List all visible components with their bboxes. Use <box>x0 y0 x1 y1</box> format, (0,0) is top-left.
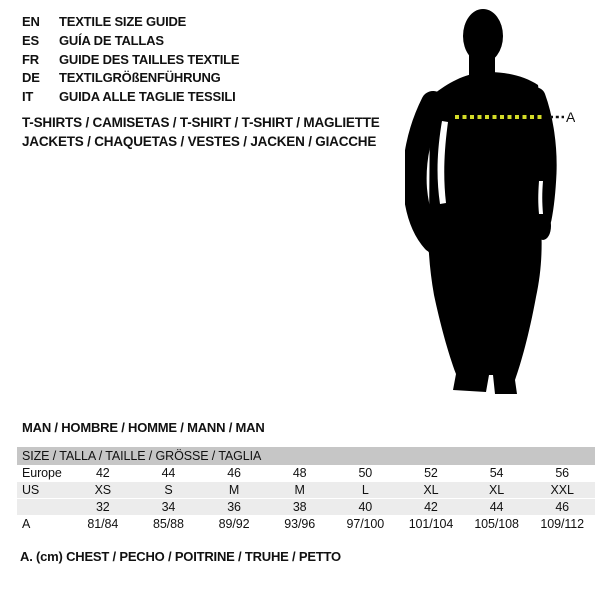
language-item <box>22 13 239 32</box>
size-table-row <box>17 465 595 482</box>
size-table-cell: 46 <box>555 500 570 514</box>
language-list <box>22 13 239 107</box>
silhouette-left-hand <box>425 230 451 256</box>
language-label: TEXTILE SIZE GUIDE <box>59 14 187 29</box>
language-label: GUIDA ALLE TAGLIE TESSILI <box>59 89 236 105</box>
size-table-cell: 93/96 <box>284 517 316 531</box>
size-table-body <box>17 465 595 533</box>
man-silhouette <box>415 9 551 394</box>
size-table-cell: 32 <box>95 500 110 514</box>
size-table-cell: M <box>294 483 305 497</box>
language-label: TEXTILGRÖßENFÜHRUNG <box>59 70 221 86</box>
size-table-cell: 81/84 <box>87 517 119 531</box>
language-item <box>22 88 239 107</box>
size-table-cell: 85/88 <box>153 517 184 531</box>
size-table <box>17 447 595 533</box>
size-table-row <box>17 499 595 516</box>
language-code: ES <box>22 32 39 48</box>
size-table-cell: XXL <box>550 483 574 497</box>
size-table-cell: 54 <box>489 466 504 480</box>
size-table-cell: 52 <box>424 466 438 480</box>
size-table-row-label: A <box>22 517 31 531</box>
language-code: EN <box>22 14 40 29</box>
size-table-header: SIZE / TALLA / TAILLE / GRÖSSE / TAGLIA <box>17 447 595 465</box>
language-label: GUÍA DE TALLAS <box>59 32 164 48</box>
size-table-cell: 44 <box>161 466 176 480</box>
silhouette-torso <box>429 72 543 233</box>
size-table-row <box>17 482 595 499</box>
size-table-row-label: US <box>22 483 40 497</box>
size-table-cell: 50 <box>358 466 373 480</box>
language-label: GUIDE DES TAILLES TEXTILE <box>59 51 240 67</box>
silhouette-right-hand <box>535 212 551 240</box>
section-title-man: MAN / HOMBRE / HOMME / MANN / MAN <box>22 420 265 435</box>
size-table-row <box>17 516 595 533</box>
size-table-cell: 40 <box>358 500 373 514</box>
size-table-cell: 109/112 <box>540 517 584 531</box>
size-table-cell: 42 <box>95 466 110 480</box>
size-table-cell: 97/100 <box>346 517 385 531</box>
category-line-jackets: JACKETS / CHAQUETAS / VESTES / JACKEN / GIACCHE <box>22 134 377 149</box>
language-code: DE <box>22 70 40 86</box>
size-table-row-label: Europe <box>22 466 62 480</box>
size-table-cell: 105/108 <box>474 517 519 531</box>
size-table-cell: 44 <box>489 500 504 514</box>
size-table-cell: 89/92 <box>218 517 250 531</box>
size-table-cell: XL <box>489 483 505 497</box>
man-silhouette-svg <box>405 5 575 405</box>
measurement-note: A. (cm) CHEST / PECHO / POITRINE / TRUHE / PETTO <box>20 549 341 564</box>
category-lines <box>22 113 380 151</box>
category-line-tshirts: T-SHIRTS / CAMISETAS / T-SHIRT / T-SHIRT / MAGLIETTE <box>22 115 380 130</box>
size-table-cell: S <box>164 483 173 497</box>
size-table-cell: 48 <box>292 466 307 480</box>
size-table-cell: 42 <box>424 500 438 514</box>
language-item <box>22 69 239 88</box>
size-table-row-label <box>17 499 70 515</box>
size-table-cell: 36 <box>227 500 241 514</box>
size-table-cell: XS <box>94 483 112 497</box>
measure-label-a: A <box>566 109 575 125</box>
size-table-cell: 101/104 <box>408 517 454 531</box>
size-table-cell: 56 <box>555 466 570 480</box>
size-table-cell: 34 <box>161 500 176 514</box>
size-table-cell: M <box>228 483 240 497</box>
size-table-cell: XL <box>423 483 439 497</box>
language-item <box>22 51 239 70</box>
man-silhouette-figure <box>405 5 575 405</box>
size-table-cell: L <box>361 483 369 497</box>
size-table-cell: 38 <box>292 500 307 514</box>
size-table-cell: 46 <box>227 466 241 480</box>
language-code: FR <box>22 51 39 67</box>
language-item <box>22 32 239 51</box>
language-code: IT <box>22 89 34 105</box>
